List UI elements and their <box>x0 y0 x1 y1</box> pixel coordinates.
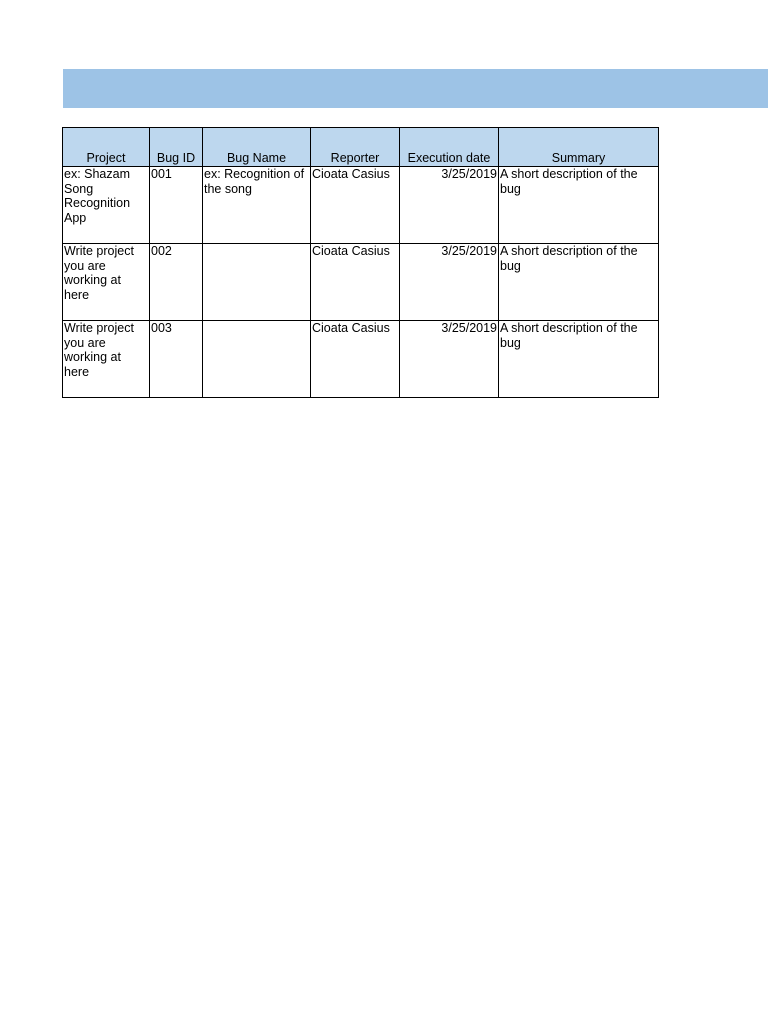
cell-project[interactable]: Write project you are working at here <box>63 321 150 398</box>
cell-bug-name[interactable] <box>203 321 311 398</box>
cell-reporter[interactable]: Cioata Casius <box>311 244 400 321</box>
cell-execution-date[interactable]: 3/25/2019 <box>400 244 499 321</box>
cell-bug-id[interactable]: 001 <box>150 167 203 244</box>
cell-bug-name[interactable] <box>203 244 311 321</box>
header-reporter: Reporter <box>311 128 400 167</box>
header-bug-id: Bug ID <box>150 128 203 167</box>
cell-project[interactable]: ex: Shazam Song Recognition App <box>63 167 150 244</box>
cell-bug-id[interactable]: 002 <box>150 244 203 321</box>
cell-execution-date[interactable]: 3/25/2019 <box>400 167 499 244</box>
cell-summary[interactable]: A short description of the bug <box>499 244 659 321</box>
header-row <box>63 128 659 167</box>
cell-execution-date[interactable]: 3/25/2019 <box>400 321 499 398</box>
title-band <box>63 69 768 108</box>
table-row <box>63 244 659 321</box>
cell-reporter[interactable]: Cioata Casius <box>311 167 400 244</box>
header-execution-date: Execution date <box>400 128 499 167</box>
cell-summary[interactable]: A short description of the bug <box>499 321 659 398</box>
header-project: Project <box>63 128 150 167</box>
bug-report-table <box>62 127 659 398</box>
cell-summary[interactable]: A short description of the bug <box>499 167 659 244</box>
header-bug-name: Bug Name <box>203 128 311 167</box>
table-row <box>63 321 659 398</box>
cell-reporter[interactable]: Cioata Casius <box>311 321 400 398</box>
header-summary: Summary <box>499 128 659 167</box>
cell-bug-id[interactable]: 003 <box>150 321 203 398</box>
cell-project[interactable]: Write project you are working at here <box>63 244 150 321</box>
cell-bug-name[interactable]: ex: Recognition of the song <box>203 167 311 244</box>
table-row <box>63 167 659 244</box>
